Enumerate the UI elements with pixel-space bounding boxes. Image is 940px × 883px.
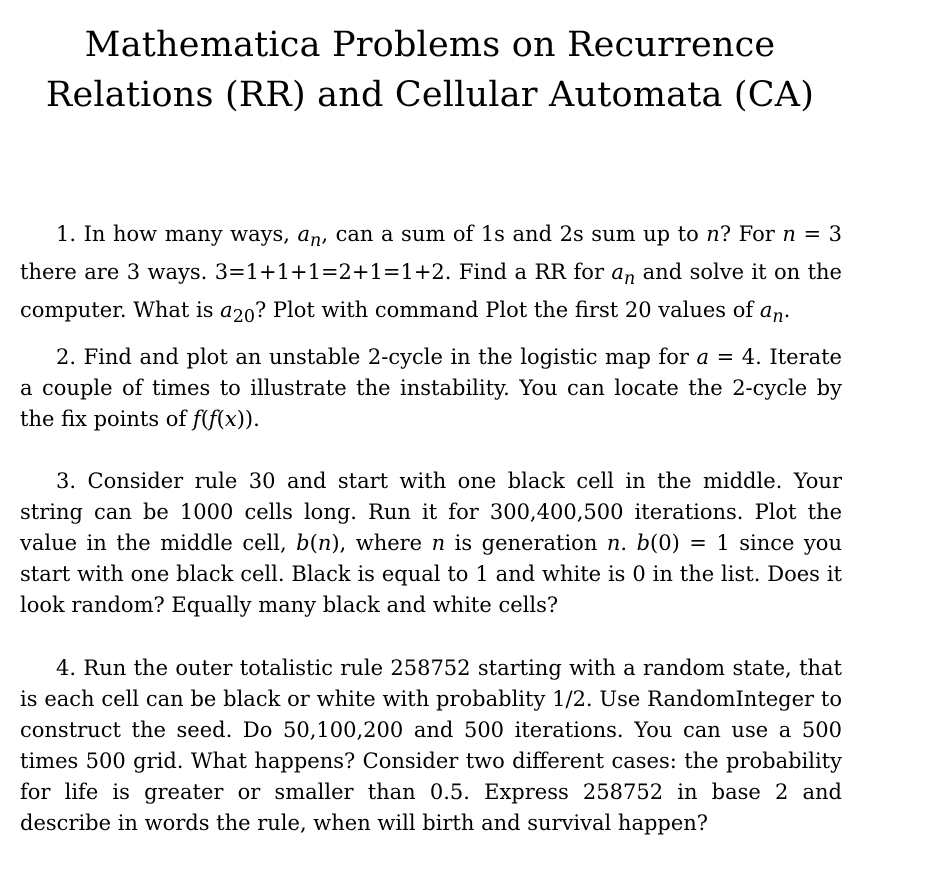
math-variable: n	[706, 222, 720, 246]
problem-1	[20, 219, 842, 334]
math-variable: a	[220, 298, 233, 323]
problem-text: .	[620, 531, 637, 555]
problem-text: (	[200, 407, 209, 431]
math-variable: a	[611, 260, 624, 285]
problem-text: is generation	[445, 531, 607, 555]
problem-text: )).	[236, 407, 260, 431]
math-subscript: n	[772, 307, 784, 328]
problem-text: .	[783, 298, 791, 323]
math-variable: b	[636, 531, 651, 555]
problem-text: Find and plot an unstable 2-cycle in the logistic map for	[83, 345, 697, 369]
math-variable: a	[297, 222, 311, 246]
problem-text: ? Plot with command Plot the first 20 values of	[254, 298, 760, 323]
problem-text: (0) = 1 since you start with one black cell. Black is equal to 1 and white is 0 in the list. Does it look random? Equally many black and white cells?	[20, 531, 842, 617]
math-subscript: 20	[232, 307, 255, 328]
problem-text: and solve it on the computer. What is	[20, 260, 842, 323]
problem-text: = 4. Iterate a couple of times to illustrate the instability. You can locate the 2-cycle by the fix points of	[20, 345, 842, 431]
math-variable: f	[192, 407, 201, 431]
problem-text: ), where	[331, 531, 432, 555]
problem-number: 4.	[56, 656, 77, 680]
problem-text: Consider rule 30 and start with one black cell in the middle. Your string can be 1000 cells long. Run it for 300,400,500 iterations. Plot the value in the middle cell,	[20, 469, 842, 555]
problem-4	[20, 653, 842, 839]
document-title: Mathematica Problems on Recurrence Relations (RR) and Cellular Automata (CA)	[45, 25, 815, 115]
problem-text: (	[216, 407, 225, 431]
problem-number: 3.	[56, 469, 77, 493]
math-variable: n	[606, 531, 621, 555]
problem-text: In how many ways,	[83, 222, 298, 246]
problem-number: 2.	[56, 345, 77, 369]
math-variable: n	[431, 531, 446, 555]
problem-2	[20, 342, 842, 435]
math-variable: n	[317, 531, 332, 555]
problem-3	[20, 466, 842, 621]
math-subscript: n	[310, 231, 322, 252]
problem-text: Run the outer totalistic rule 258752 starting with a random state, that is each cell can be black or white with probablity 1/2. Use RandomInteger to construct the seed. Do 50,100,200 and 500 iterations. You can use a 500 times 500 grid. What happens? Consider two different cases: the probability for life is greater or smaller than 0.5. Express 258752 in base 2 and describe in words the rule, when will birth and survival happen?	[20, 656, 842, 835]
math-variable: a	[759, 298, 773, 323]
math-variable: x	[224, 407, 237, 431]
problem-text: , can a sum of 1s and 2s sum up to	[321, 222, 707, 246]
math-variable: a	[696, 345, 710, 369]
problem-text: ? For	[719, 222, 783, 246]
math-variable: f	[208, 407, 217, 431]
math-subscript: n	[623, 269, 636, 290]
math-variable: n	[782, 222, 796, 246]
problem-text: (	[309, 531, 318, 555]
problem-text: = 3 there are 3 ways. 3=1+1+1=2+1=1+2. Find a RR for	[20, 222, 842, 285]
problem-number: 1.	[56, 222, 77, 246]
math-variable: b	[296, 531, 310, 555]
